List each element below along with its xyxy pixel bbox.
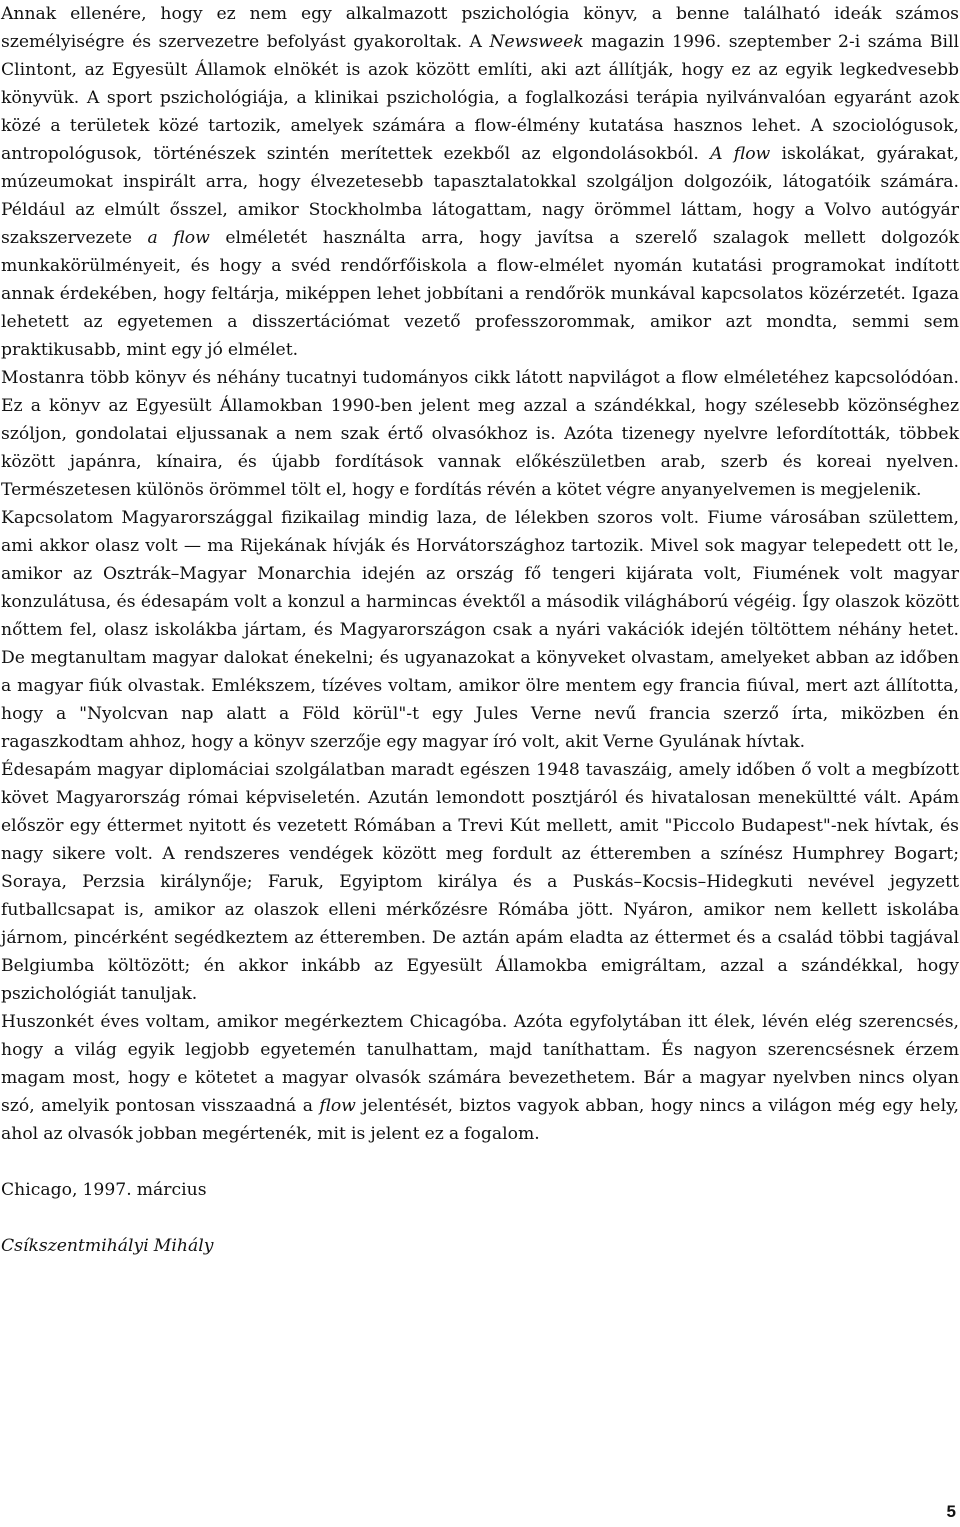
paragraph-text: jelentését, biztos vagyok abban, hogy nincs a világon még egy hely, ahol az olvasók jobban megértenék, mit is jelent ez a fogalom. xyxy=(1,1096,959,1144)
paragraph-text: Mostanra több könyv és néhány tucatnyi tudományos cikk látott napvilágot a flow elméletéhez kapcsolódóan. Ez a könyv az Egyesült Államokban 1990-ben jelent meg azzal a szándékkal, hogy szélesebb közönséghez szóljon, gondolatai eljussanak a nem szak értő olvasókhoz is. Azóta tizenegy nyelvre lefordították, többek között japánra, kínaira, és újabb fordítások vannak előkészületben arab, szerb és koreai nyelven. Természetesen különös örömmel tölt el, hogy e fordítás révén a kötet végre anyanyelvemen is megjelenik. xyxy=(1,368,959,500)
paragraph-text: Édesapám magyar diplomáciai szolgálatban maradt egészen 1948 tavaszáig, amely időben ő volt a megbízott követ Magyarország római képviseletén. Azután lemondott posztjáról és hivatalosan menekültté vált. Apám először egy éttermet nyitott és vezetett Rómában a Trevi Kút mellett, amit "Piccolo Budapest"-nek hívtak, és nagy sikere volt. A rendszeres vendégek között meg fordult az étteremben a színész Humphrey Bogart; Soraya, Perzsia királynője; Faruk, Egyiptom királya és a Puskás–Kocsis–Hidegkuti nevével jegyzett futballcsapat is, amikor az olaszok elleni mérkőzésre Rómába jött. Nyáron, amikor nem kellett iskolába járnom, pincérként segédkeztem az étteremben. De aztán apám eladta az éttermet és a család többi tagjával Belgiumba költözött; én akkor inkább az Egyesült Államokba emigráltam, azzal a szándékkal, hogy pszichológiát tanuljak. xyxy=(1,760,959,1004)
italic-term: A flow xyxy=(710,144,771,164)
author-signature: Csíkszentmihályi Mihály xyxy=(1,1236,214,1256)
italic-term: flow xyxy=(319,1096,356,1116)
paragraph-text: magazin 1996. szeptember 2-i száma Bill Clintont, az Egyesült Államok elnökét is azok között említi, aki azt állítják, hogy ez az egyik legkedvesebb könyvük. A sport pszichológiája, a klinikai pszichológia, a foglalkozási terápia nyilvánvalóan egyaránt azok közé a területek közé tartozik, amelyek számára a flow-élmény kutatása hasznos lehet. A szociológusok, antropológusok, történészek szintén merítettek ezekből az elgondolásokból. xyxy=(1,32,959,164)
spacer xyxy=(1,1204,959,1232)
paragraph-text: elméletét használta arra, hogy javítsa a szerelő szalagok mellett dolgozók munkakörülményeit, és hogy a svéd rendőrfőiskola a flow-elmélet nyomán kutatási programokat indított annak érdekében, hogy feltárja, miképpen lehet jobbítani a rendőrök munkával kapcsolatos közérzetét. Igaza lehetett az egyetemen a disszertációmat vezető professzorommak, amikor azt mondta, semmi sem praktikusabb, mint egy jó elmélet. xyxy=(1,228,960,360)
italic-term: Newsweek xyxy=(489,32,584,52)
paragraph-text: Huszonkét éves voltam, amikor megérkeztem Chicagóba. Azóta egyfolytában itt élek, lévén elég szerencsés, hogy a világ egyik legjobb egyetemén tanulhattam, majd taníthattam. És nagyon szerencsésnek érzem magam most, hogy e kötetet a magyar olvasók számára bevezethetem. Bár a magyar nyelvben nincs olyan szó, amelyik pontosan visszaadná a xyxy=(1,1012,959,1116)
body-paragraph xyxy=(1,1008,959,1148)
italic-term: a flow xyxy=(147,228,210,248)
closing-place-date: Chicago, 1997. március xyxy=(1,1180,207,1200)
body-paragraph xyxy=(1,364,959,504)
body-paragraph xyxy=(1,504,959,756)
paragraph-text: Annak ellenére, hogy ez nem egy alkalmazott pszichológia könyv, a benne található ideák számos személyiségre és szervezetre befolyást gyakoroltak. A xyxy=(1,4,959,52)
body-text xyxy=(1,0,959,1148)
spacer xyxy=(1,1148,959,1176)
body-paragraph xyxy=(1,756,959,1008)
paragraph-text: iskolákat, gyárakat, múzeumokat inspirált arra, hogy élvezetesebb tapasztalatokkal szolgáljon dolgozóik, látogatóik számára. Például az elmúlt ősszel, amikor Stockholmba látogattam, nagy örömmel láttam, hogy a Volvo autógyár szakszervezete xyxy=(1,144,959,248)
body-paragraph xyxy=(1,0,959,364)
paragraph-text: Kapcsolatom Magyarországgal fizikailag mindig laza, de lélekben szoros volt. Fiume városában születtem, ami akkor olasz volt — ma Rijekának hívják és Horvátországhoz tartozik. Mivel sok magyar telepedett ott le, amikor az Osztrák–Magyar Monarchia idején az ország fő tengeri kijárata volt, Fiumének volt magyar konzulátusa, és édesapám volt a konzul a harmincas évektől a második világháború végéig. Így olaszok között nőttem fel, olasz iskolákba jártam, és Magyarországon csak a nyári vakációk idején töltöttem néhány hetet. De megtanultam magyar dalokat énekelni; és ugyanazokat a könyveket olvastam, amelyeket abban az időben a magyar fiúk olvastak. Emlékszem, tízéves voltam, amikor ölre mentem egy francia fiúval, mert azt állította, hogy a "Nyolcvan nap alatt a Föld körül"-t egy Jules Verne nevű francia szerző írta, miközben én ragaszkodtam ahhoz, hogy a könyv szerzője egy magyar író volt, akit Verne Gyulának hívtak. xyxy=(1,508,959,752)
page-number: 5 xyxy=(946,1502,956,1521)
